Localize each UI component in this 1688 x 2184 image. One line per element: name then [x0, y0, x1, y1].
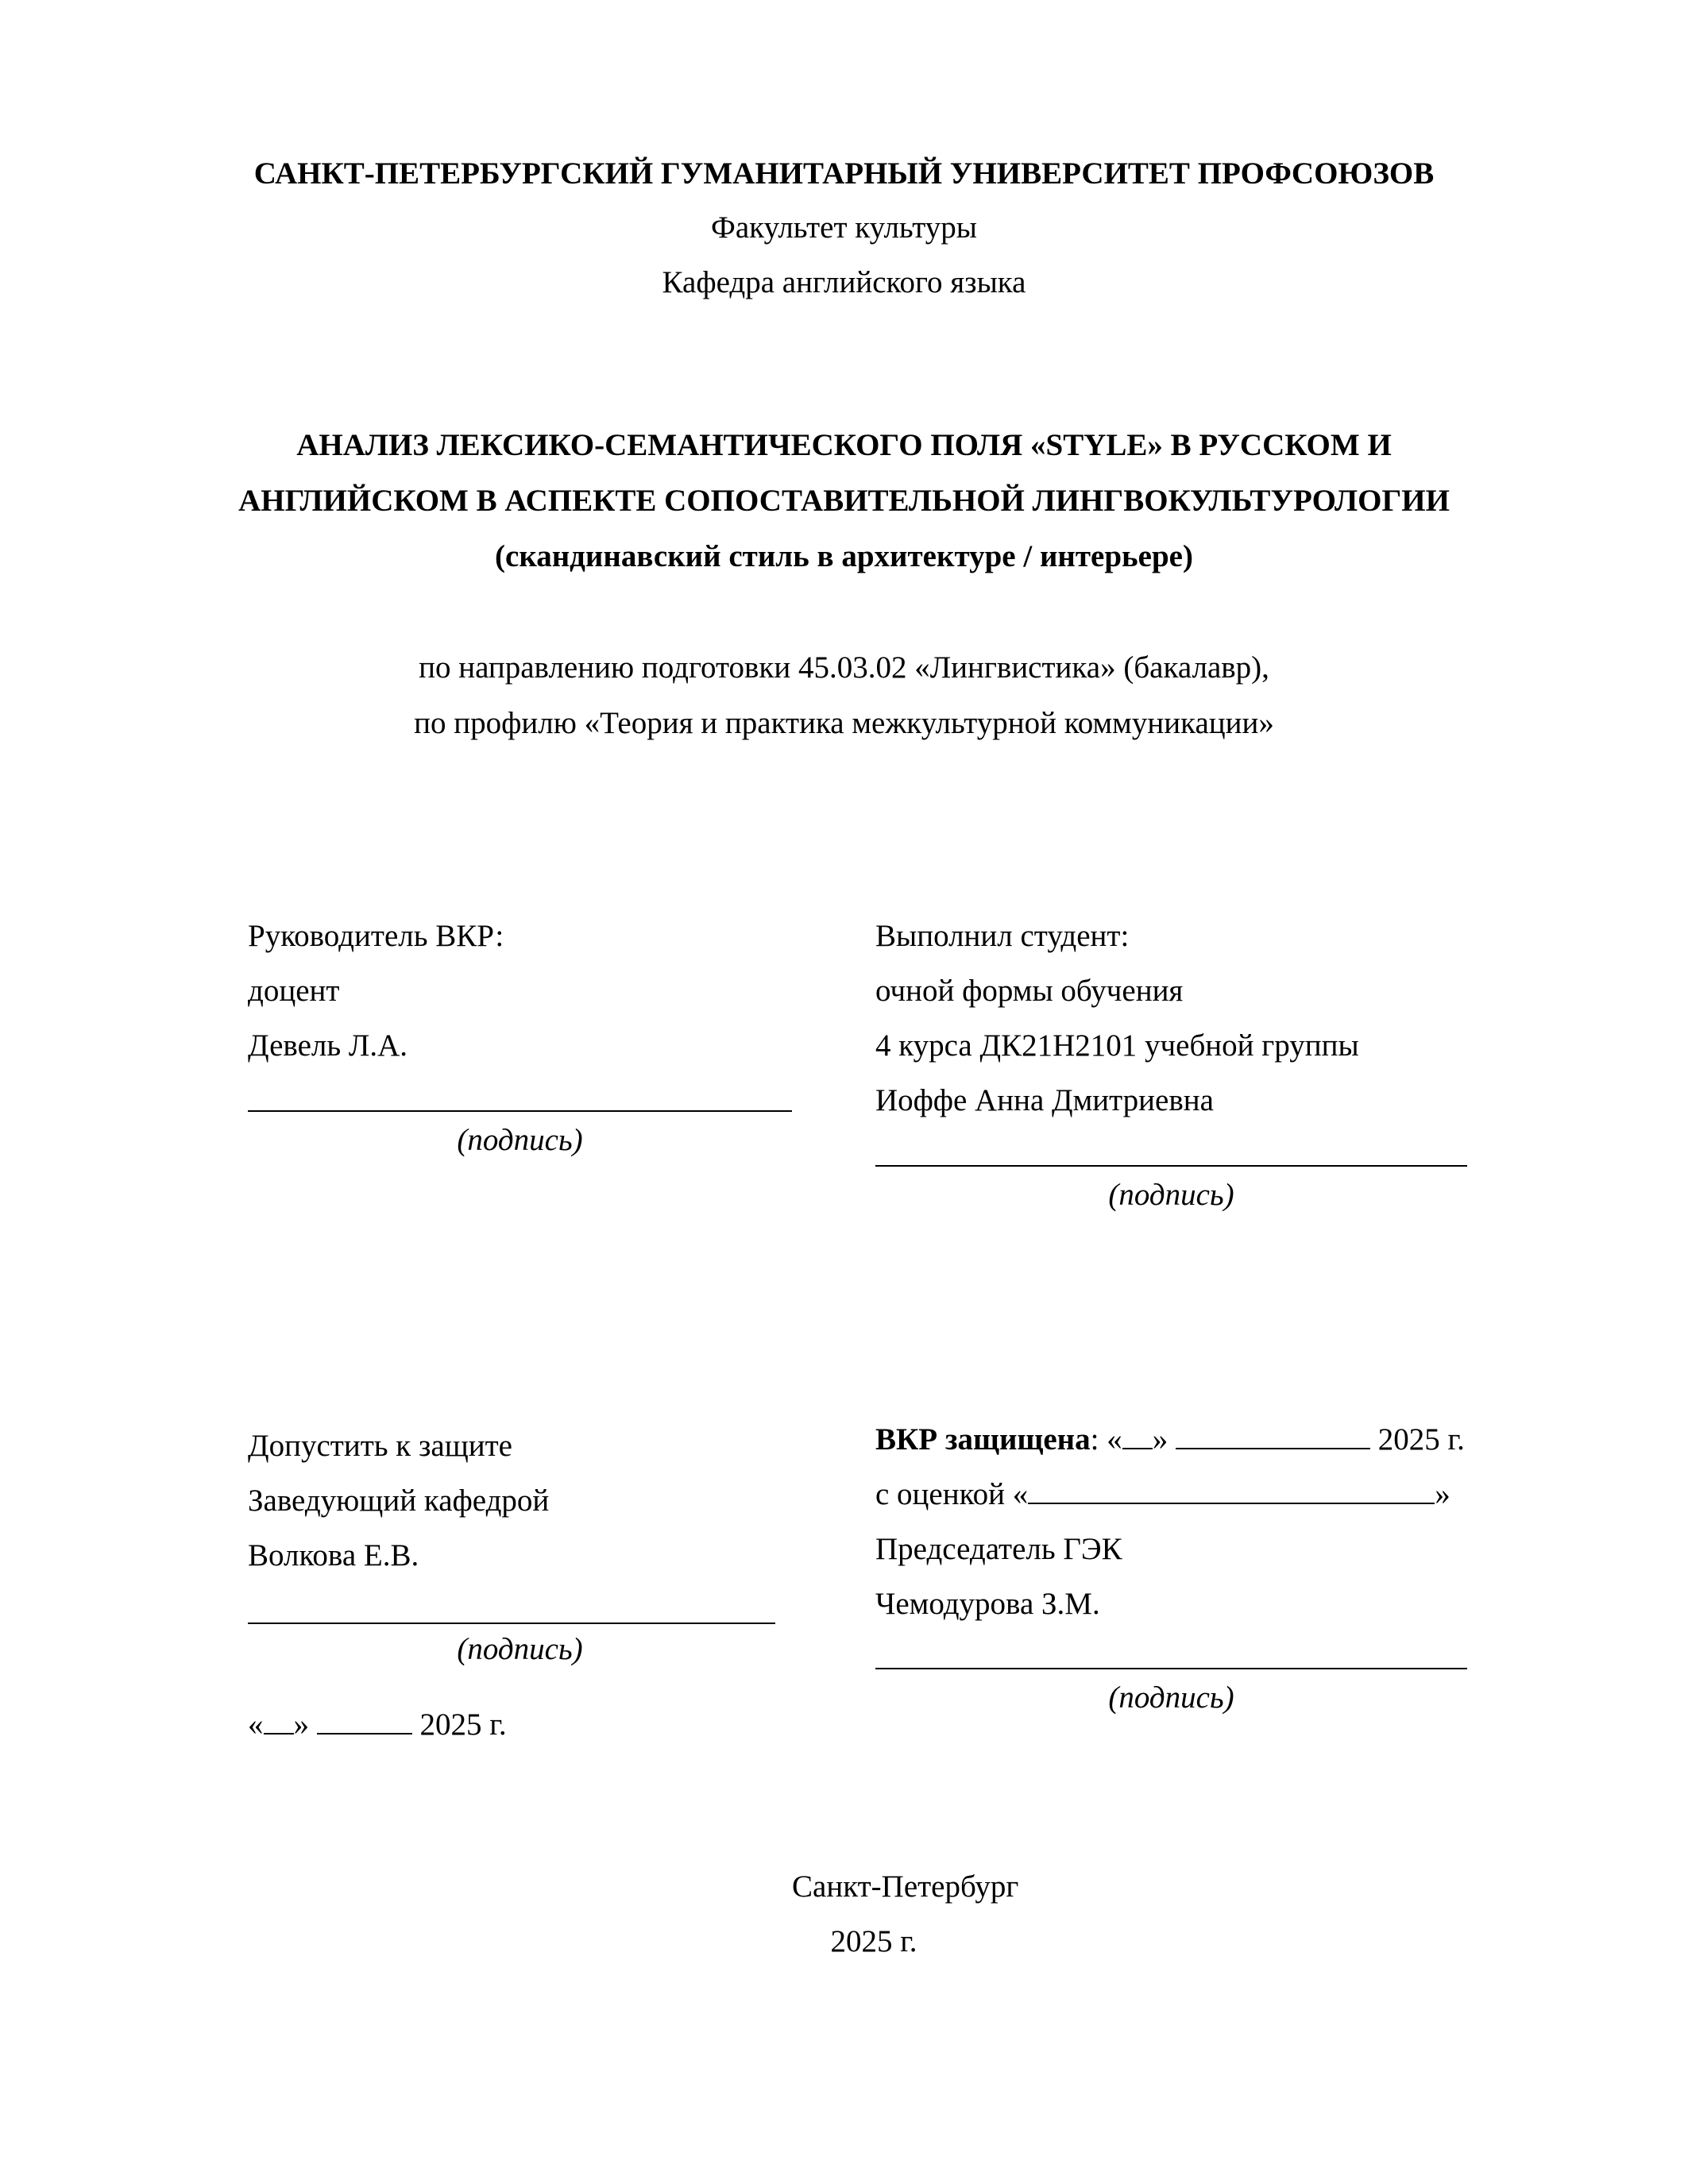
chair-name: Чемодурова З.М.	[875, 1587, 1100, 1621]
head-of-department-name: Волкова Е.В.	[248, 1538, 419, 1572]
defense-date-close-quote: »	[1152, 1422, 1168, 1457]
chair-role: Председатель ГЭК	[875, 1532, 1122, 1566]
student-signature-line	[875, 1165, 1467, 1167]
supervisor-name: Девель Л.А.	[248, 1028, 408, 1063]
thesis-subtitle: (скандинавский стиль в архитектуре / интерьере)	[495, 539, 1193, 573]
admission-day-blank	[264, 1709, 294, 1734]
supervisor-position: доцент	[248, 974, 340, 1008]
defense-grade-blank	[1028, 1479, 1435, 1504]
student-name: Иоффе Анна Дмитриевна	[875, 1083, 1214, 1117]
admission-signature-line	[248, 1623, 775, 1624]
student-study-form: очной формы обучения	[875, 974, 1184, 1008]
university-name: САНКТ-ПЕТЕРБУРГСКИЙ ГУМАНИТАРНЫЙ УНИВЕРСИТЕТ ПРОФСОЮЗОВ	[253, 156, 1435, 191]
defense-month-blank	[1176, 1424, 1370, 1449]
faculty-name: Факультет культуры	[711, 210, 977, 245]
direction-line-1: по направлению подготовки 45.03.02 «Лингвистика» (бакалавр),	[419, 650, 1269, 685]
head-of-department-role: Заведующий кафедрой	[248, 1484, 550, 1518]
chair-signature-line	[875, 1668, 1467, 1669]
chair-signature-caption: (подпись)	[1108, 1680, 1234, 1715]
admission-date-open-quote: «	[248, 1707, 264, 1742]
student-signature-caption: (подпись)	[1108, 1178, 1234, 1212]
supervisor-label: Руководитель ВКР:	[248, 919, 504, 953]
defense-label: ВКР защищена	[875, 1422, 1091, 1457]
department-name: Кафедра английского языка	[662, 265, 1026, 299]
thesis-title-line-1: АНАЛИЗ ЛЕКСИКО-СЕМАНТИЧЕСКОГО ПОЛЯ «STYLE» В РУССКОМ И	[296, 428, 1392, 462]
defense-grade	[875, 1476, 1450, 1514]
admission-label: Допустить к защите	[248, 1429, 512, 1463]
defense-grade-suffix: »	[1435, 1477, 1450, 1511]
admission-date	[248, 1706, 507, 1744]
admission-month-blank	[317, 1709, 412, 1734]
admission-date-close-quote: »	[293, 1707, 309, 1742]
supervisor-signature-caption: (подпись)	[457, 1123, 583, 1157]
footer-year: 2025 г.	[830, 1924, 917, 1958]
defense-day-blank	[1122, 1424, 1153, 1449]
student-group: 4 курса ДК21Н2101 учебной группы	[875, 1028, 1359, 1063]
defense-date	[875, 1421, 1465, 1459]
defense-label-rest: : «	[1090, 1422, 1122, 1457]
student-label: Выполнил студент:	[875, 919, 1130, 953]
supervisor-signature-line	[248, 1110, 792, 1112]
direction-line-2: по профилю «Теория и практика межкультурной коммуникации»	[414, 706, 1274, 740]
admission-date-year: 2025 г.	[419, 1707, 507, 1742]
footer-city: Санкт-Петербург	[792, 1870, 1019, 1904]
defense-date-year: 2025 г.	[1377, 1422, 1465, 1457]
thesis-title-line-2: АНГЛИЙСКОМ В АСПЕКТЕ СОПОСТАВИТЕЛЬНОЙ ЛИНГВОКУЛЬТУРОЛОГИИ	[238, 484, 1450, 518]
defense-grade-prefix: с оценкой «	[875, 1477, 1029, 1511]
admission-signature-caption: (подпись)	[457, 1632, 583, 1666]
